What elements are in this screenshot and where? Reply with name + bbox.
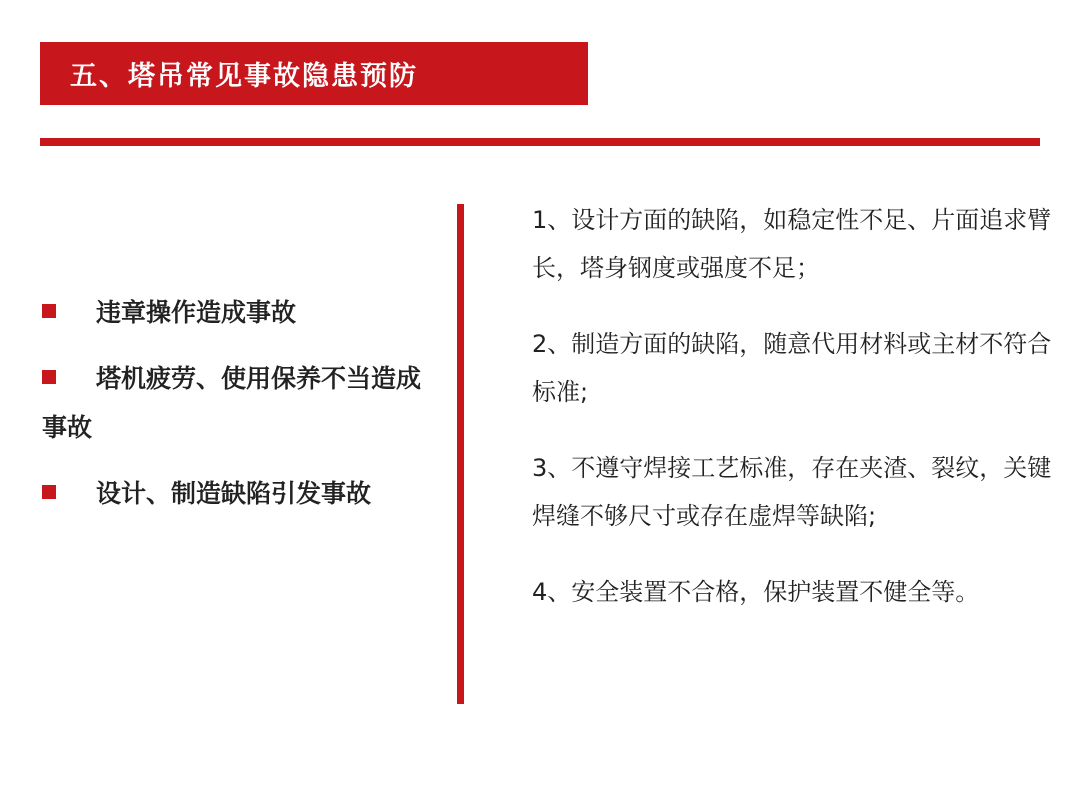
square-bullet-icon: [42, 485, 56, 499]
cause-item: [42, 354, 442, 452]
cause-item: [42, 288, 442, 337]
defect-list: [532, 196, 1052, 644]
cause-item: [42, 469, 442, 518]
defect-item: 4、安全装置不合格，保护装置不健全等。: [532, 578, 980, 606]
defect-item: 2、制造方面的缺陷，随意代用材料或主材不符合标准;: [532, 330, 1052, 406]
cause-item-text: 设计、制造缺陷引发事故: [96, 479, 372, 508]
defect-item: 3、不遵守焊接工艺标准，存在夹渣、裂纹，关键焊缝不够尺寸或存在虚焊等缺陷;: [532, 454, 1052, 530]
cause-item-text: 违章操作造成事故: [96, 298, 297, 327]
slide-title: 五、塔吊常见事故隐患预防: [70, 61, 418, 92]
square-bullet-icon: [42, 304, 56, 318]
vertical-divider: [457, 204, 464, 704]
square-bullet-icon: [42, 370, 56, 384]
cause-list: [42, 288, 442, 535]
top-divider: [40, 138, 1040, 146]
cause-item-text: 塔机疲劳、使用保养不当造成事故: [42, 364, 422, 442]
defect-item: 1、设计方面的缺陷，如稳定性不足、片面追求臂长，塔身钢度或强度不足；: [532, 206, 1052, 282]
title-banner: [40, 42, 588, 105]
